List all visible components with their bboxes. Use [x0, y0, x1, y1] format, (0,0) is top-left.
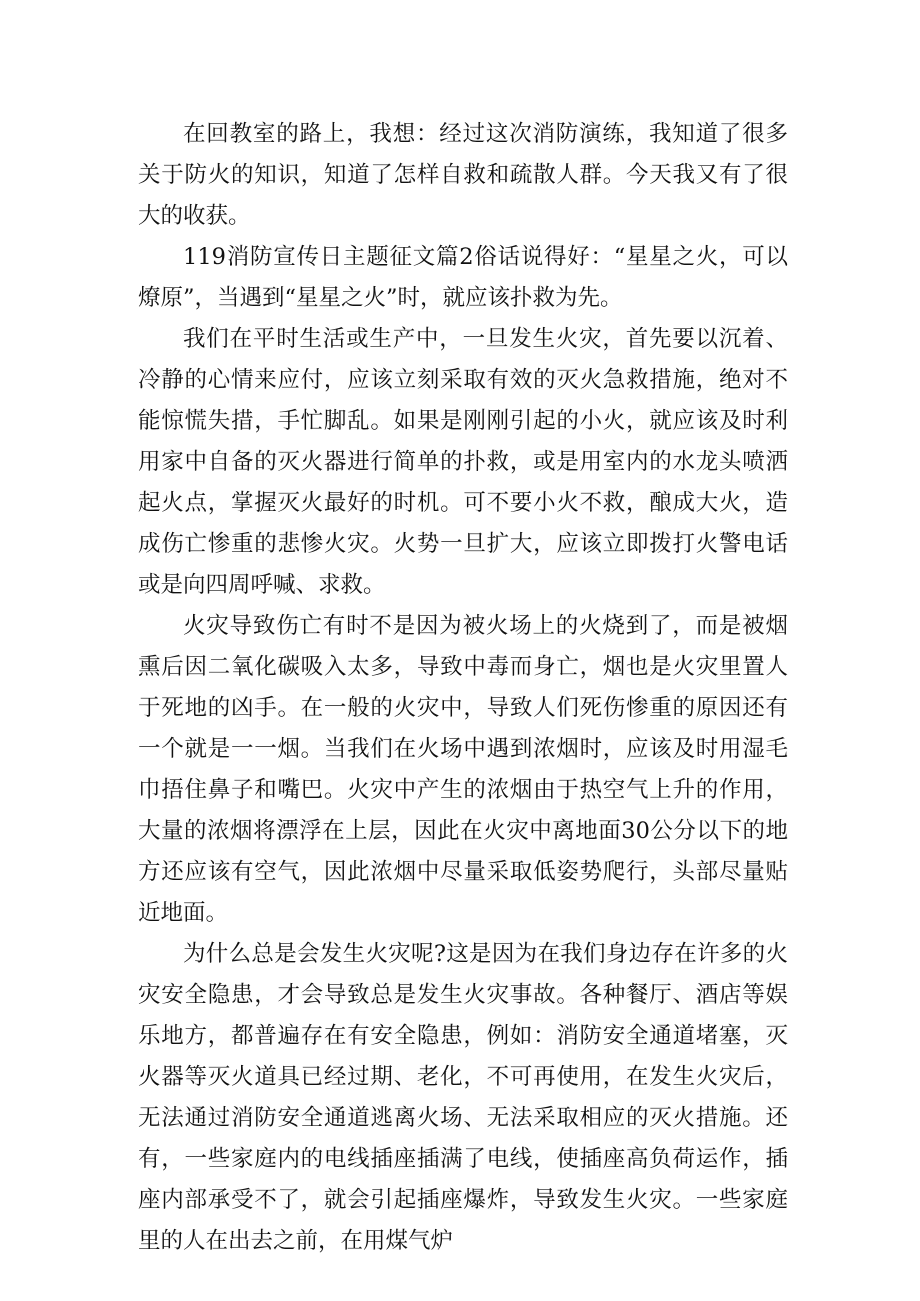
paragraph-1: 在回教室的路上，我想：经过这次消防演练，我知道了很多关于防火的知识，知道了怎样自救和疏散人群。今天我又有了很大的收获。: [138, 121, 788, 229]
paragraph-2: 119消防宣传日主题征文篇2俗话说得好：“星星之火，可以燎原”，当遇到“星星之火”时，就应该扑救为先。: [138, 244, 788, 311]
paragraph-5: 为什么总是会发生火灾呢?这是因为在我们身边存在许多的火灾安全隐患，才会导致总是发生火灾事故。各种餐厅、酒店等娱乐地方，都普遍存在有安全隐患，例如：消防安全通道堵塞，灭火器等灭火道具已经过期、老化，不可再使用，在发生火灾后，无法通过消防安全通道逃离火场、无法采取相应的灭火措施。还有，一些家庭内的电线插座插满了电线，使插座高负荷运作，插座内部承受不了，就会引起插座爆炸，导致发生火灾。一些家庭里的人在出去之前，在用煤气炉: [138, 941, 788, 1254]
paragraph-4: 火灾导致伤亡有时不是因为被火场上的火烧到了，而是被烟熏后因二氧化碳吸入太多，导致中毒而身亡，烟也是火灾里置人于死地的凶手。在一般的火灾中，导致人们死伤惨重的原因还有一个就是一一烟。当我们在火场中遇到浓烟时，应该及时用湿毛巾捂住鼻子和嘴巴。火灾中产生的浓烟由于热空气上升的作用，大量的浓烟将漂浮在上层，因此在火灾中离地面30公分以下的地方还应该有空气，因此浓烟中尽量采取低姿势爬行，头部尽量贴近地面。: [138, 613, 788, 926]
paragraph-3: 我们在平时生活或生产中，一旦发生火灾，首先要以沉着、冷静的心情来应付，应该立刻采取有效的灭火急救措施，绝对不能惊慌失措，手忙脚乱。如果是刚刚引起的小火，就应该及时利用家中自备的灭火器进行简单的扑救，或是用室内的水龙头喷洒起火点，掌握灭火最好的时机。可不要小火不救，酿成大火，造成伤亡惨重的悲惨火灾。火势一旦扩大，应该立即拨打火警电话或是向四周呼喊、求救。: [138, 326, 788, 598]
document-body: [138, 114, 788, 1262]
